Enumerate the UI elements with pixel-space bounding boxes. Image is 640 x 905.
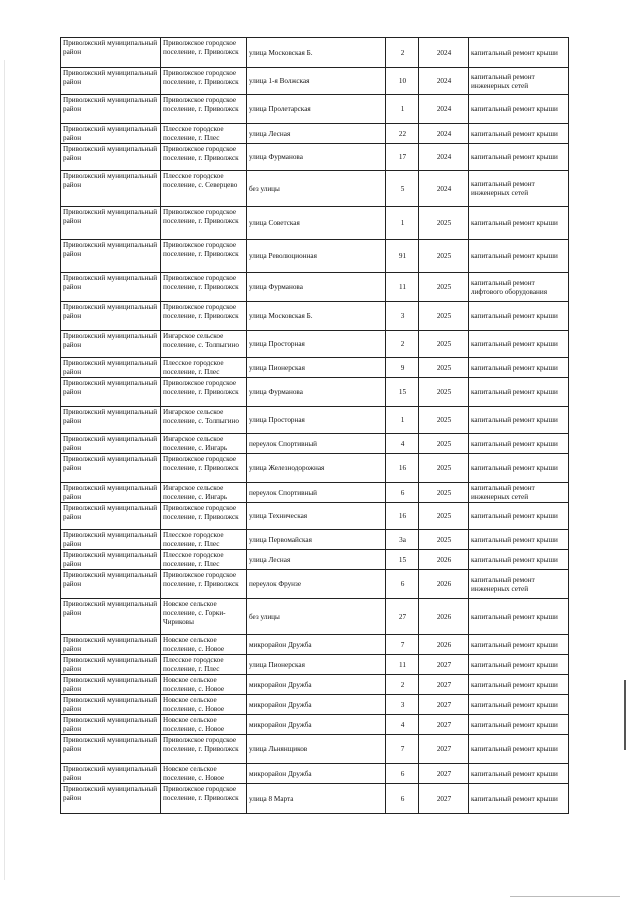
cell-year: 2026	[419, 635, 469, 655]
cell-settlement: Плесское городское поселение, г. Плес	[161, 530, 247, 550]
cell-district: Приволжский муниципальный район	[61, 530, 161, 550]
cell-year: 2027	[419, 764, 469, 784]
cell-house-number: 22	[386, 124, 419, 144]
cell-house-number: 4	[386, 434, 419, 454]
table-row	[61, 454, 569, 483]
cell-house-number: 7	[386, 635, 419, 655]
cell-street: улица Техническая	[247, 503, 386, 530]
cell-settlement: Приволжское городское поселение, г. Приволжск	[161, 454, 247, 483]
cell-house-number: 2	[386, 331, 419, 358]
cell-work-type: капитальный ремонт крыши	[469, 655, 569, 675]
cell-settlement: Новское сельское поселение, с. Новое	[161, 675, 247, 695]
cell-house-number: 3	[386, 695, 419, 715]
cell-house-number: 3	[386, 302, 419, 331]
cell-year: 2025	[419, 483, 469, 503]
cell-street: улица Советская	[247, 207, 386, 240]
table-row	[61, 124, 569, 144]
cell-work-type: капитальный ремонт крыши	[469, 695, 569, 715]
cell-house-number: 16	[386, 503, 419, 530]
cell-work-type: капитальный ремонт крыши	[469, 764, 569, 784]
cell-settlement: Новское сельское поселение, с. Новое	[161, 764, 247, 784]
cell-district: Приволжский муниципальный район	[61, 764, 161, 784]
table-row	[61, 95, 569, 124]
cell-district: Приволжский муниципальный район	[61, 358, 161, 378]
table-row	[61, 695, 569, 715]
table-row	[61, 483, 569, 503]
table-row	[61, 599, 569, 635]
table-row	[61, 207, 569, 240]
scan-edge-shadow	[4, 60, 5, 880]
cell-district: Приволжский муниципальный район	[61, 124, 161, 144]
cell-district: Приволжский муниципальный район	[61, 95, 161, 124]
cell-work-type: капитальный ремонт крыши	[469, 378, 569, 407]
cell-street: микрорайон Дружба	[247, 635, 386, 655]
cell-settlement: Приволжское городское поселение, г. Приволжск	[161, 503, 247, 530]
scan-margin-mark	[624, 680, 626, 750]
cell-house-number: 2	[386, 38, 419, 68]
cell-work-type: капитальный ремонт крыши	[469, 124, 569, 144]
cell-settlement: Новское сельское поселение, с. Новое	[161, 715, 247, 735]
cell-street: микрорайон Дружба	[247, 695, 386, 715]
cell-year: 2026	[419, 570, 469, 599]
cell-street: без улицы	[247, 171, 386, 207]
table-row	[61, 503, 569, 530]
table-row	[61, 171, 569, 207]
cell-work-type: капитальный ремонт крыши	[469, 331, 569, 358]
table-row	[61, 68, 569, 95]
cell-work-type: капитальный ремонт крыши	[469, 635, 569, 655]
cell-settlement: Приволжское городское поселение, г. Приволжск	[161, 68, 247, 95]
cell-house-number: 3а	[386, 530, 419, 550]
table-row	[61, 530, 569, 550]
cell-settlement: Новское сельское поселение, с. Новое	[161, 635, 247, 655]
cell-year: 2024	[419, 171, 469, 207]
cell-district: Приволжский муниципальный район	[61, 434, 161, 454]
cell-district: Приволжский муниципальный район	[61, 695, 161, 715]
cell-year: 2027	[419, 784, 469, 814]
cell-street: улица Лесная	[247, 124, 386, 144]
cell-district: Приволжский муниципальный район	[61, 240, 161, 273]
cell-work-type: капитальный ремонт крыши	[469, 599, 569, 635]
table-row	[61, 735, 569, 764]
cell-settlement: Новское сельское поселение, с. Горки-Чириковы	[161, 599, 247, 635]
cell-work-type: капитальный ремонт крыши	[469, 503, 569, 530]
cell-house-number: 9	[386, 358, 419, 378]
repair-schedule-table	[60, 37, 569, 814]
cell-district: Приволжский муниципальный район	[61, 715, 161, 735]
cell-settlement: Приволжское городское поселение, г. Приволжск	[161, 240, 247, 273]
cell-district: Приволжский муниципальный район	[61, 144, 161, 171]
cell-house-number: 6	[386, 483, 419, 503]
cell-settlement: Плесское городское поселение, с. Северцево	[161, 171, 247, 207]
cell-district: Приволжский муниципальный район	[61, 273, 161, 302]
cell-settlement: Приволжское городское поселение, г. Приволжск	[161, 570, 247, 599]
cell-year: 2025	[419, 302, 469, 331]
cell-work-type: капитальный ремонт крыши	[469, 454, 569, 483]
cell-work-type: капитальный ремонт крыши	[469, 95, 569, 124]
cell-street: переулок Спортивный	[247, 483, 386, 503]
cell-work-type: капитальный ремонт лифтового оборудования	[469, 273, 569, 302]
cell-year: 2024	[419, 144, 469, 171]
cell-work-type: капитальный ремонт крыши	[469, 358, 569, 378]
cell-district: Приволжский муниципальный район	[61, 68, 161, 95]
cell-settlement: Приволжское городское поселение, г. Приволжск	[161, 378, 247, 407]
cell-work-type: капитальный ремонт инженерных сетей	[469, 171, 569, 207]
cell-street: переулок Спортивный	[247, 434, 386, 454]
cell-district: Приволжский муниципальный район	[61, 302, 161, 331]
cell-settlement: Ингарское сельское поселение, с. Ингарь	[161, 483, 247, 503]
cell-work-type: капитальный ремонт крыши	[469, 38, 569, 68]
cell-year: 2025	[419, 503, 469, 530]
cell-district: Приволжский муниципальный район	[61, 784, 161, 814]
table-row	[61, 358, 569, 378]
cell-street: улица Железнодорожная	[247, 454, 386, 483]
cell-settlement: Плесское городское поселение, г. Плес	[161, 655, 247, 675]
table-row	[61, 302, 569, 331]
table-row	[61, 144, 569, 171]
cell-settlement: Ингарское сельское поселение, с. Ингарь	[161, 434, 247, 454]
table-row	[61, 38, 569, 68]
cell-year: 2024	[419, 124, 469, 144]
cell-work-type: капитальный ремонт инженерных сетей	[469, 68, 569, 95]
cell-settlement: Приволжское городское поселение, г. Приволжск	[161, 144, 247, 171]
cell-year: 2025	[419, 207, 469, 240]
cell-street: улица Льнянщиков	[247, 735, 386, 764]
scan-bottom-artifact	[510, 896, 620, 897]
cell-house-number: 5	[386, 171, 419, 207]
cell-work-type: капитальный ремонт крыши	[469, 675, 569, 695]
table-row	[61, 407, 569, 434]
table-row	[61, 784, 569, 814]
cell-district: Приволжский муниципальный район	[61, 655, 161, 675]
cell-street: улица Пролетарская	[247, 95, 386, 124]
cell-district: Приволжский муниципальный район	[61, 38, 161, 68]
cell-work-type: капитальный ремонт крыши	[469, 784, 569, 814]
cell-year: 2025	[419, 530, 469, 550]
cell-house-number: 1	[386, 95, 419, 124]
cell-house-number: 4	[386, 715, 419, 735]
cell-year: 2025	[419, 358, 469, 378]
cell-street: улица Пионерская	[247, 655, 386, 675]
cell-street: переулок Фрунзе	[247, 570, 386, 599]
cell-settlement: Приволжское городское поселение, г. Приволжск	[161, 207, 247, 240]
cell-year: 2024	[419, 95, 469, 124]
cell-year: 2025	[419, 407, 469, 434]
table-row	[61, 715, 569, 735]
cell-street: улица 8 Марта	[247, 784, 386, 814]
cell-settlement: Ингарское сельское поселение, с. Толпыгино	[161, 407, 247, 434]
cell-street: микрорайон Дружба	[247, 715, 386, 735]
cell-district: Приволжский муниципальный район	[61, 503, 161, 530]
table-row	[61, 378, 569, 407]
cell-year: 2027	[419, 735, 469, 764]
table-row	[61, 570, 569, 599]
cell-year: 2025	[419, 378, 469, 407]
cell-house-number: 11	[386, 655, 419, 675]
cell-street: улица Фурманова	[247, 144, 386, 171]
cell-house-number: 10	[386, 68, 419, 95]
cell-house-number: 1	[386, 207, 419, 240]
cell-settlement: Плесское городское поселение, г. Плес	[161, 358, 247, 378]
cell-district: Приволжский муниципальный район	[61, 207, 161, 240]
cell-street: улица Первомайская	[247, 530, 386, 550]
cell-year: 2027	[419, 655, 469, 675]
cell-settlement: Плесское городское поселение, г. Плес	[161, 550, 247, 570]
cell-district: Приволжский муниципальный район	[61, 407, 161, 434]
cell-work-type: капитальный ремонт крыши	[469, 302, 569, 331]
cell-district: Приволжский муниципальный район	[61, 570, 161, 599]
cell-work-type: капитальный ремонт крыши	[469, 530, 569, 550]
cell-work-type: капитальный ремонт крыши	[469, 550, 569, 570]
cell-district: Приволжский муниципальный район	[61, 735, 161, 764]
cell-street: улица Московская Б.	[247, 38, 386, 68]
cell-house-number: 16	[386, 454, 419, 483]
cell-street: улица 1-я Волжская	[247, 68, 386, 95]
cell-year: 2027	[419, 695, 469, 715]
cell-settlement: Новское сельское поселение, с. Новое	[161, 695, 247, 715]
cell-house-number: 7	[386, 735, 419, 764]
cell-street: улица Московская Б.	[247, 302, 386, 331]
cell-district: Приволжский муниципальный район	[61, 635, 161, 655]
cell-district: Приволжский муниципальный район	[61, 454, 161, 483]
cell-year: 2024	[419, 38, 469, 68]
cell-district: Приволжский муниципальный район	[61, 171, 161, 207]
cell-work-type: капитальный ремонт крыши	[469, 407, 569, 434]
cell-street: улица Пионерская	[247, 358, 386, 378]
cell-year: 2026	[419, 550, 469, 570]
cell-year: 2027	[419, 675, 469, 695]
cell-settlement: Приволжское городское поселение, г. Приволжск	[161, 273, 247, 302]
cell-district: Приволжский муниципальный район	[61, 599, 161, 635]
cell-year: 2025	[419, 273, 469, 302]
cell-year: 2025	[419, 434, 469, 454]
cell-house-number: 15	[386, 550, 419, 570]
cell-house-number: 1	[386, 407, 419, 434]
cell-district: Приволжский муниципальный район	[61, 675, 161, 695]
cell-street: улица Просторная	[247, 331, 386, 358]
cell-house-number: 6	[386, 570, 419, 599]
table-row	[61, 273, 569, 302]
cell-district: Приволжский муниципальный район	[61, 550, 161, 570]
cell-house-number: 6	[386, 764, 419, 784]
cell-house-number: 15	[386, 378, 419, 407]
cell-settlement: Приволжское городское поселение, г. Приволжск	[161, 38, 247, 68]
cell-settlement: Приволжское городское поселение, г. Приволжск	[161, 95, 247, 124]
cell-district: Приволжский муниципальный район	[61, 378, 161, 407]
table-row	[61, 764, 569, 784]
cell-street: улица Просторная	[247, 407, 386, 434]
cell-year: 2024	[419, 68, 469, 95]
cell-work-type: капитальный ремонт инженерных сетей	[469, 570, 569, 599]
cell-house-number: 6	[386, 784, 419, 814]
cell-work-type: капитальный ремонт инженерных сетей	[469, 483, 569, 503]
cell-work-type: капитальный ремонт крыши	[469, 434, 569, 454]
table-body	[61, 38, 569, 814]
cell-house-number: 17	[386, 144, 419, 171]
cell-settlement: Приволжское городское поселение, г. Приволжск	[161, 784, 247, 814]
cell-street: улица Фурманова	[247, 378, 386, 407]
cell-work-type: капитальный ремонт крыши	[469, 207, 569, 240]
cell-district: Приволжский муниципальный район	[61, 331, 161, 358]
cell-settlement: Приволжское городское поселение, г. Приволжск	[161, 302, 247, 331]
table-row	[61, 331, 569, 358]
cell-year: 2025	[419, 454, 469, 483]
cell-settlement: Приволжское городское поселение, г. Приволжск	[161, 735, 247, 764]
cell-house-number: 27	[386, 599, 419, 635]
cell-year: 2025	[419, 240, 469, 273]
cell-street: улица Лесная	[247, 550, 386, 570]
cell-work-type: капитальный ремонт крыши	[469, 715, 569, 735]
cell-street: без улицы	[247, 599, 386, 635]
cell-work-type: капитальный ремонт крыши	[469, 240, 569, 273]
table-row	[61, 675, 569, 695]
table-row	[61, 240, 569, 273]
cell-year: 2027	[419, 715, 469, 735]
cell-street: улица Фурманова	[247, 273, 386, 302]
cell-settlement: Плесское городское поселение, г. Плес	[161, 124, 247, 144]
cell-street: микрорайон Дружба	[247, 675, 386, 695]
cell-district: Приволжский муниципальный район	[61, 483, 161, 503]
table-row	[61, 434, 569, 454]
cell-street: улица Революционная	[247, 240, 386, 273]
cell-house-number: 2	[386, 675, 419, 695]
cell-house-number: 91	[386, 240, 419, 273]
cell-year: 2025	[419, 331, 469, 358]
cell-work-type: капитальный ремонт крыши	[469, 144, 569, 171]
cell-settlement: Ингарское сельское поселение, с. Толпыгино	[161, 331, 247, 358]
cell-street: микрорайон Дружба	[247, 764, 386, 784]
table-row	[61, 655, 569, 675]
cell-work-type: капитальный ремонт крыши	[469, 735, 569, 764]
table-row	[61, 550, 569, 570]
table-row	[61, 635, 569, 655]
cell-house-number: 11	[386, 273, 419, 302]
cell-year: 2026	[419, 599, 469, 635]
